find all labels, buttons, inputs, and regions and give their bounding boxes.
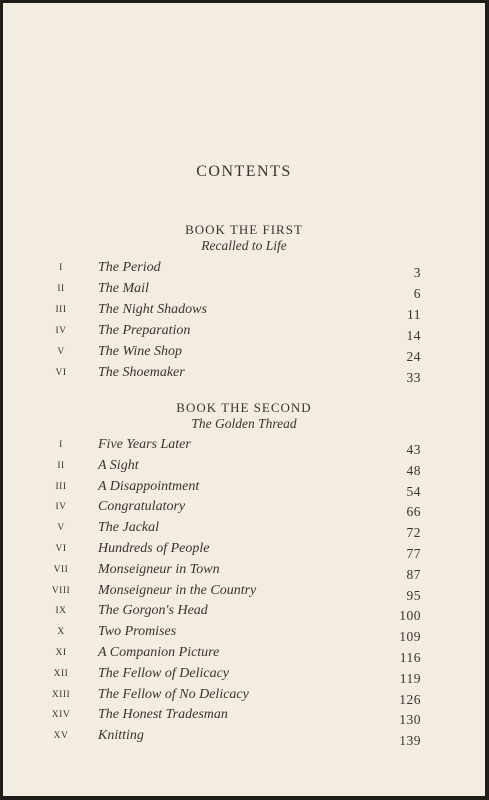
chapter-number: V xyxy=(57,523,65,534)
chapter-number: III xyxy=(55,481,67,492)
page-number: 43 xyxy=(406,442,421,457)
toc-entry xyxy=(3,562,485,582)
page-number: 33 xyxy=(406,370,421,385)
toc-entry xyxy=(3,458,485,478)
chapter-title: Congratulatory xyxy=(98,499,186,515)
chapter-title: The Wine Shop xyxy=(98,344,182,359)
book-1-heading: BOOK THE FIRST xyxy=(185,222,303,237)
chapter-number: II xyxy=(57,284,65,294)
chapter-title: Five Years Later xyxy=(98,437,191,452)
page-number: 130 xyxy=(399,712,421,728)
toc-entry xyxy=(3,624,485,644)
page-number: 6 xyxy=(413,286,421,301)
chapter-title: Knitting xyxy=(98,728,144,744)
page-number: 3 xyxy=(413,265,421,280)
page-number: 77 xyxy=(406,546,421,561)
page-number: 100 xyxy=(399,608,421,624)
toc-entry xyxy=(3,365,485,385)
chapter-title: A Companion Picture xyxy=(98,645,220,660)
page-number: 126 xyxy=(399,691,421,707)
toc-entry xyxy=(3,707,485,727)
chapter-number: VIII xyxy=(51,585,71,596)
toc-entry xyxy=(3,603,485,623)
toc-entry xyxy=(3,687,485,707)
chapter-title: A Disappointment xyxy=(98,478,200,494)
toc-entry xyxy=(3,479,485,499)
page-number: 139 xyxy=(399,733,421,749)
chapter-number: XV xyxy=(53,731,69,742)
page-number: 116 xyxy=(399,650,421,665)
chapter-title: Monseigneur in Town xyxy=(98,561,220,577)
page-number: 95 xyxy=(406,587,421,603)
toc-entry xyxy=(3,541,485,561)
chapter-title: The Shoemaker xyxy=(98,365,185,380)
page-number: 24 xyxy=(406,349,421,364)
toc-entry xyxy=(3,281,485,301)
chapter-title: A Sight xyxy=(98,457,139,473)
book-2-heading: BOOK THE SECOND xyxy=(176,400,312,415)
chapter-number: X xyxy=(57,627,65,638)
chapter-number: VI xyxy=(55,544,67,554)
chapter-number: VI xyxy=(55,368,67,378)
book-2-subtitle: The Golden Thread xyxy=(191,416,297,431)
page-number: 48 xyxy=(406,462,421,478)
toc-entry xyxy=(3,499,485,519)
toc-entry xyxy=(3,583,485,603)
chapter-title: Monseigneur in the Country xyxy=(98,582,257,598)
page-number: 11 xyxy=(407,307,421,322)
chapter-title: The Honest Tradesman xyxy=(98,707,228,723)
chapter-title: The Fellow of No Delicacy xyxy=(98,686,249,702)
toc-entry xyxy=(3,344,485,364)
chapter-title: The Night Shadows xyxy=(98,302,207,317)
page-number: 109 xyxy=(399,629,421,645)
book-page xyxy=(3,3,485,796)
toc-entry xyxy=(3,645,485,665)
chapter-title: The Gorgon's Head xyxy=(98,603,208,619)
chapter-title: The Mail xyxy=(98,281,149,296)
chapter-number: I xyxy=(59,440,63,450)
contents-heading: CONTENTS xyxy=(196,163,292,180)
chapter-title: The Jackal xyxy=(98,520,160,536)
chapter-title: The Fellow of Delicacy xyxy=(98,665,230,681)
page-number: 72 xyxy=(406,525,421,541)
toc-entry xyxy=(3,323,485,343)
toc-entry xyxy=(3,302,485,322)
chapter-number: III xyxy=(55,305,67,315)
page-number: 66 xyxy=(406,504,421,520)
chapter-number: XII xyxy=(53,668,69,679)
chapter-title: The Period xyxy=(98,260,161,275)
chapter-number: XIV xyxy=(51,710,71,721)
toc-entry xyxy=(3,437,485,457)
chapter-title: Hundreds of People xyxy=(98,541,210,556)
chapter-number: XI xyxy=(55,648,67,658)
toc-entry xyxy=(3,260,485,280)
page-number: 119 xyxy=(399,670,421,686)
chapter-number: XIII xyxy=(51,689,71,700)
chapter-number: VII xyxy=(53,564,69,575)
chapter-number: IX xyxy=(55,606,67,617)
chapter-number: I xyxy=(59,263,63,273)
chapter-number: II xyxy=(57,460,65,471)
chapter-number: IV xyxy=(55,326,67,336)
toc-entry xyxy=(3,666,485,686)
page-number: 87 xyxy=(406,566,421,582)
toc-entry xyxy=(3,520,485,540)
page-number: 54 xyxy=(406,483,421,499)
page-number: 14 xyxy=(406,328,421,343)
book-1-subtitle: Recalled to Life xyxy=(201,238,287,253)
chapter-number: V xyxy=(57,347,65,357)
chapter-title: The Preparation xyxy=(98,323,191,338)
toc-entry xyxy=(3,728,485,748)
chapter-number: IV xyxy=(55,502,67,513)
chapter-title: Two Promises xyxy=(98,624,177,640)
